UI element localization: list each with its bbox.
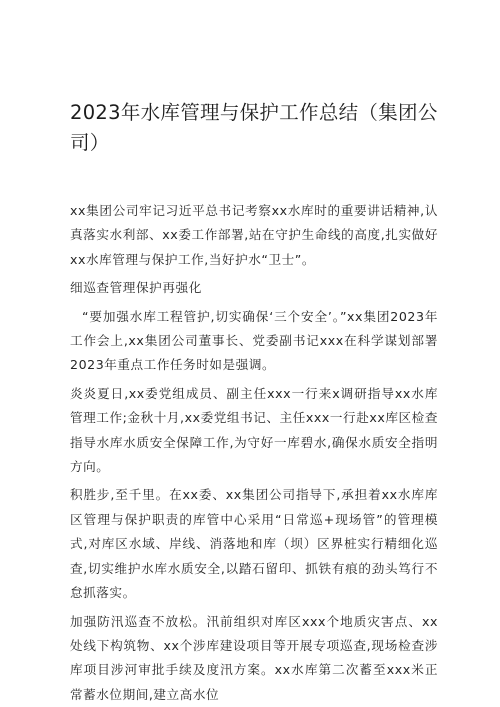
document-body bbox=[70, 199, 438, 707]
document-title: 2023年水库管理与保护工作总结（集团公司） bbox=[70, 101, 438, 154]
paragraph-management: 积胜步,至千里。在xx委、xx集团公司指导下,承担着xx水库库区管理与保护职责的库管中心采用“日常巡+现场管”的管理模式,对库区水域、岸线、消落地和库（坝）区界桩实行精细化巡查,切实维护水库水质安全,以踏石留印、抓铁有痕的劲头笃行不怠抓落实。 bbox=[70, 487, 438, 601]
paragraph-intro: xx集团公司牢记习近平总书记考察xx水库时的重要讲话精神,认真落实水利部、xx委工作部署,站在守护生命线的高度,扎实做好xx水库管理与保护工作,当好护水“卫士”。 bbox=[70, 203, 438, 267]
section-heading: 细巡查管理保护再强化 bbox=[70, 280, 202, 296]
paragraph-flood-patrol: 加强防汛巡查不放松。汛前组织对库区xxx个地质灾害点、xx处线下构筑物、xx个涉库建设项目等开展专项巡查,现场检查涉库项目涉河审批手续及度汛方案。xx水库第二次蓄至xxx米正常蓄水位期间,建立高水位 bbox=[70, 613, 438, 702]
paragraph-visits: 炎炎夏日,xx委党组成员、副主任xxx一行来x调研指导xx水库管理工作;金秋十月,xx委党组书记、主任xxx一行赴xx库区检查指导水库水质安全保障工作,为守好一库碧水,确保水质安全指明方向。 bbox=[70, 385, 438, 475]
paragraph-quote: “要加强水库工程管护,切实确保‘三个安全’。”xx集团2023年工作会上,xx集团公司董事长、党委副书记xxx在科学谋划部署2023年重点工作任务时如是强调。 bbox=[70, 308, 438, 373]
